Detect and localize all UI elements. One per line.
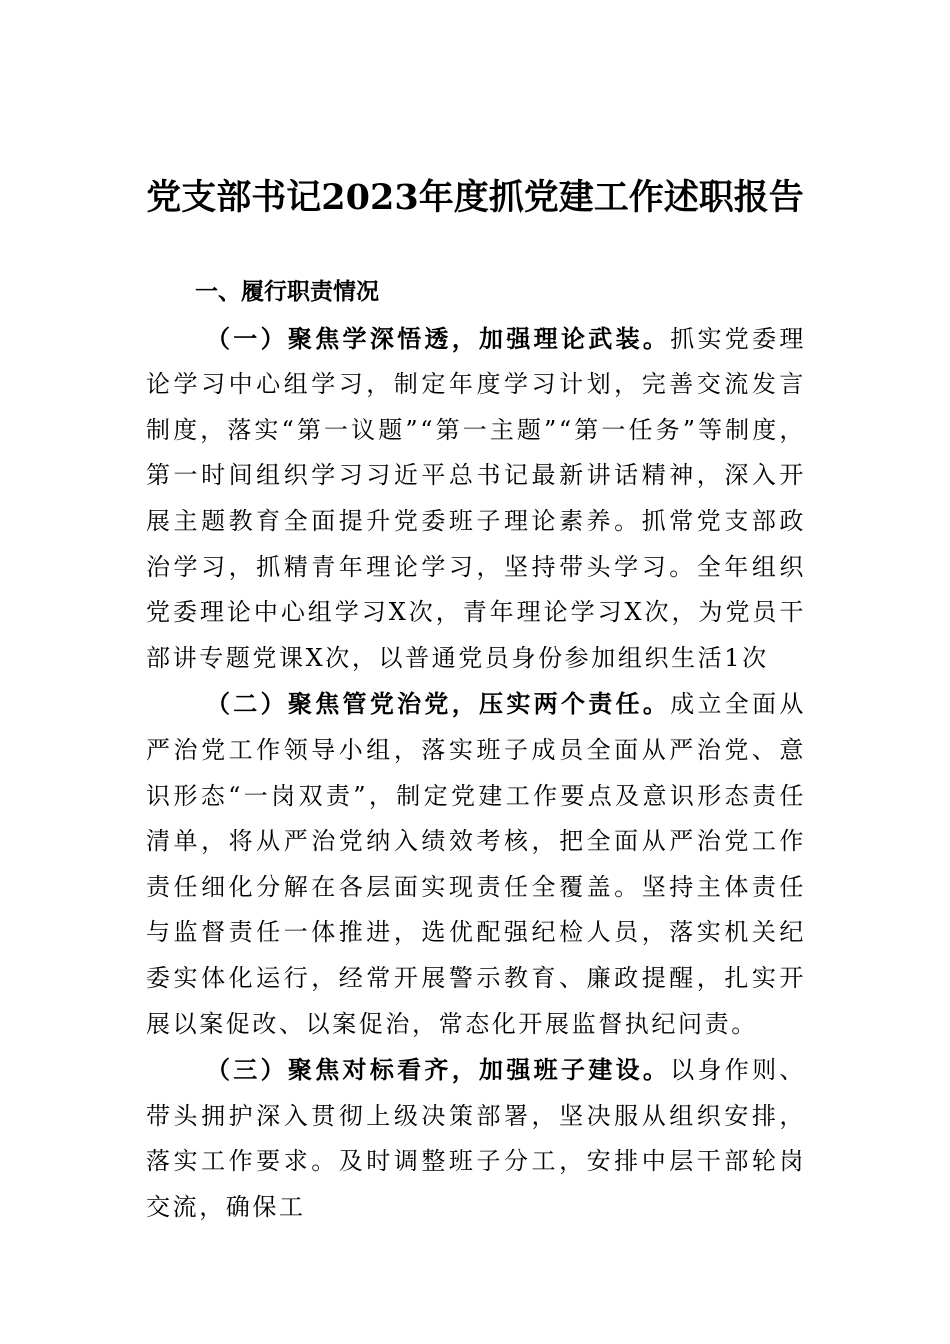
paragraph-text: 抓实党委理论学习中心组学习，制定年度学习计划，完善交流发言制度，落实“第一议题”“第一主题”“第一任务”等制度，第一时间组织学习习近平总书记最新讲话精神，深入开展主题教育全面提升党委班子理论素养。抓常党支部政治学习，抓精青年理论学习，坚持带头学习。全年组织党委理论中心组学习X次，青年理论学习X次，为党员干部讲专题党课X次，以普通党员身份参加组织生活1次 <box>146 324 807 672</box>
document-title: 党支部书记2023年度抓党建工作述职报告 <box>146 177 804 218</box>
paragraph-3 <box>146 1047 806 1230</box>
paragraph-lead: （二）聚焦管党治党，压实两个责任。 <box>206 689 671 719</box>
paragraph-lead: （一）聚焦学深悟透，加强理论武装。 <box>206 323 671 353</box>
paragraph-2 <box>146 681 806 1047</box>
paragraph-lead: （三）聚焦对标看齐，加强班子建设。 <box>206 1055 671 1085</box>
paragraph-text: 成立全面从严治党工作领导小组，落实班子成员全面从严治党、意识形态“一岗双责”，制定党建工作要点及意识形态责任清单，将从严治党纳入绩效考核，把全面从严治党工作责任细化分解在各层面实现责任全覆盖。坚持主体责任与监督责任一体推进，选优配强纪检人员，落实机关纪委实体化运行，经常开展警示教育、廉政提醒，扎实开展以案促改、以案促治，常态化开展监督执纪问责。 <box>146 690 807 1038</box>
section-heading: 一、履行职责情况 <box>195 279 379 305</box>
paragraph-text: 以身作则、带头拥护深入贯彻上级决策部署，坚决服从组织安排，落实工作要求。及时调整班子分工，安排中层干部轮岗交流，确保工 <box>146 1056 807 1221</box>
paragraph-1 <box>146 316 806 682</box>
document-body <box>146 270 806 1230</box>
